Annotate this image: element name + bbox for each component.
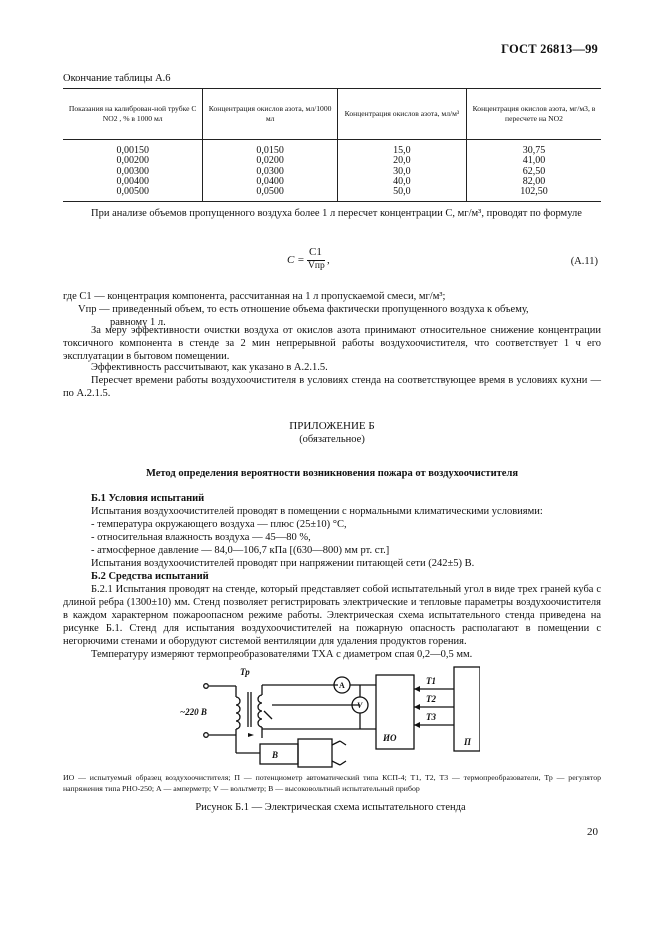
table-cell: 15,0 <box>337 140 466 157</box>
appendix-heading: Метод определения вероятности возникновения пожара от воздухоочистителя <box>145 468 519 479</box>
b1-pressure: - атмосферное давление — 84,0—106,7 кПа [(630—800) мм рт. ст.] <box>91 545 390 556</box>
page-number: 20 <box>587 826 598 838</box>
recalc-paragraph: При анализе объемов пропущенного воздуха более 1 л пересчет концентрации C, мг/м³, проводят по формуле <box>91 208 582 219</box>
table-cell: 102,50 <box>466 187 601 202</box>
table-cell: 20,0 <box>337 156 466 166</box>
label-t3: T3 <box>426 712 436 722</box>
b1-temperature: - температура окружающего воздуха — плюс (25±10) °С, <box>91 519 347 530</box>
appendix-status: (обязательное) <box>299 434 365 445</box>
label-potentiometer: П <box>464 737 472 747</box>
table-cell: 0,0150 <box>203 140 338 157</box>
label-device: ИО <box>383 733 397 743</box>
table-cell: 40,0 <box>337 177 466 187</box>
where-c1: где C1 — концентрация компонента, рассчитанная на 1 л пропускаемой смеси, мг/м³; <box>63 291 446 302</box>
table-cell: 0,0300 <box>203 167 338 177</box>
efficiency-paragraph: За меру эффективности очистки воздуха от окислов азота принимают относительное снижение концентрации токсичного компонента в стенде за 2 мин непрерывной работы воздухоочистителя, что соответствует 1 ч его эксплуатации в бытовом помещении. <box>63 325 601 362</box>
label-t2: T2 <box>426 694 436 704</box>
table-row <box>63 140 601 157</box>
b1-humidity: - относительная влажность воздуха — 45—80 %, <box>91 532 311 543</box>
figure-legend: ИО — испытуемый образец воздухоочистителя; П — потенциометр автоматический типа КСП-4; Т1, Т2, Т3 — термопреобразователи, Тр — регулятор напряжения типа РНО-250; А — амперметр; V — вольтметр; В — высоковольтный испытательный прибор <box>63 773 601 793</box>
table-cell: 82,00 <box>466 177 601 187</box>
electrical-scheme-diagram <box>180 665 480 769</box>
label-t1: T1 <box>426 676 436 686</box>
table-cell: 0,0200 <box>203 156 338 166</box>
table-header-cell: Концентрация окислов азота, мл/1000 мл <box>203 89 338 140</box>
formula-lhs: C = <box>287 254 305 266</box>
table-cell: 0,00300 <box>116 165 149 177</box>
label-voltage: ~220 В <box>180 707 207 717</box>
table-cell: 50,0 <box>337 187 466 202</box>
formula-numerator: C1 <box>309 246 322 258</box>
concentration-table <box>63 88 601 202</box>
figure-caption: Рисунок Б.1 — Электрическая схема испытательного стенда <box>195 802 466 813</box>
table-cell: 30,75 <box>466 140 601 157</box>
standard-number: ГОСТ 26813—99 <box>501 42 598 56</box>
formula-denominator: Vпр <box>308 261 325 271</box>
table-cell: 41,00 <box>466 156 601 166</box>
time-recalc-paragraph: Пересчет времени работы воздухоочистителя в условиях стенда на соответствующее время в условиях кухни — по А.2.1.5. <box>63 375 601 399</box>
table-cell: 0,00150 <box>116 145 149 156</box>
label-voltmeter: V <box>357 701 363 710</box>
formula-number: (А.11) <box>570 256 598 267</box>
table-caption: Окончание таблицы А.6 <box>63 73 171 84</box>
table-cell: 62,50 <box>466 167 601 177</box>
appendix-title: ПРИЛОЖЕНИЕ Б <box>289 420 375 432</box>
table-cell: 0,00500 <box>63 187 203 202</box>
b2-stand-description: Б.2.1 Испытания проводят на стенде, который представляет собой испытательный угол в виде трех граней куба с длиной ребра (1300±10) мм. Стенд позволяет регистрировать электрические и тепловые параметры воздухоочистителя в каждом характерном пожароопасном режиме работы. Электрическая схема испытательного стенда приведена на рисунке Б.1. Стенд для испытания воздухоочистителей на пожарную опасность располагают в помещении с негорючими стенами и оборудуют системой вентиляции для удаления продуктов горения. <box>63 584 601 647</box>
table-cell: 30,0 <box>337 167 466 177</box>
where-vpr-cont: равному 1 л. <box>110 317 166 328</box>
label-transformer: Тр <box>240 667 250 677</box>
section-b1-title: Б.1 Условия испытаний <box>91 493 205 504</box>
efficiency-calc: Эффективность рассчитывают, как указано в А.2.1.5. <box>91 362 328 373</box>
table-header-cell: Концентрация окислов азота, мл/м³ <box>337 89 466 140</box>
table-cell: 0,0400 <box>203 177 338 187</box>
table-cell: 0,00400 <box>116 175 149 187</box>
table-cell: 0,00200 <box>116 155 149 167</box>
table-header-cell: Концентрация окислов азота, мг/м3, в пересчете на NO2 <box>466 89 601 140</box>
table-row <box>63 187 601 202</box>
where-vpr: Vпр — приведенный объем, то есть отношение объема фактически пропущенного воздуха к объему, <box>78 304 529 315</box>
formula-comma: , <box>327 254 330 266</box>
label-ammeter: A <box>339 681 345 690</box>
table-header-row <box>63 89 601 140</box>
section-b2-title: Б.2 Средства испытаний <box>91 571 209 582</box>
label-fan: В <box>272 750 279 760</box>
table-header-cell: Показания на калиброван-ной трубке C NO2 , % в 1000 мл <box>63 89 203 140</box>
b1-voltage: Испытания воздухоочистителей проводят при напряжении питающей сети (242±5) В. <box>91 558 475 569</box>
b2-temperature-measurement: Температуру измеряют термопреобразователями ТХА с диаметром спая 0,2—0,5 мм. <box>91 649 473 660</box>
table-cell: 0,0500 <box>203 187 338 202</box>
b1-intro: Испытания воздухоочистителей проводят в помещении с нормальными климатическими условиями: <box>91 506 543 517</box>
